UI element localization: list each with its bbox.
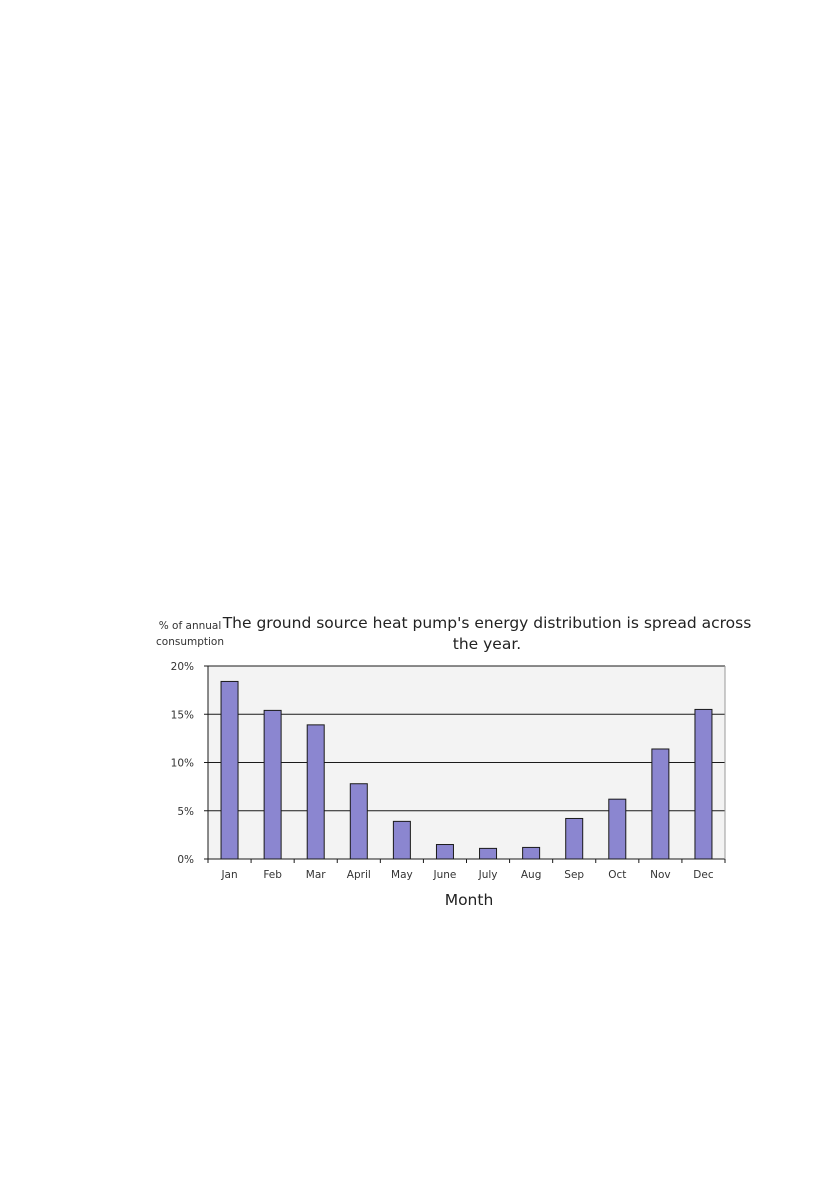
bar-jan	[221, 681, 238, 859]
y-tick-label: 5%	[177, 805, 194, 818]
x-tick-label: April	[346, 869, 371, 881]
chart-title-line-1: The ground source heat pump's energy distribution is spread across	[222, 614, 752, 632]
y-axis-label-line-2: consumption	[156, 636, 224, 648]
bar-may	[393, 821, 410, 859]
bar-april	[350, 784, 367, 859]
x-tick-label: Nov	[650, 869, 671, 881]
x-tick-labels	[220, 869, 713, 881]
y-tick-labels	[171, 661, 194, 866]
bar-july	[480, 848, 497, 859]
y-tick-label: 15%	[170, 709, 194, 722]
x-tick-label: Mar	[305, 869, 326, 881]
x-tick-label: Sep	[564, 869, 585, 881]
y-tick-label: 20%	[170, 661, 194, 673]
x-tick-label: Feb	[263, 869, 282, 881]
x-axis-label: Month	[444, 891, 494, 909]
bar-mar	[307, 725, 324, 859]
bar-june	[436, 845, 453, 859]
x-tick-label: Oct	[608, 869, 627, 881]
x-tick-label: Aug	[520, 869, 542, 881]
x-tick-label: June	[433, 869, 457, 881]
x-tick-label: July	[478, 869, 498, 881]
x-tick-label: May	[391, 869, 413, 881]
bar-feb	[264, 710, 281, 859]
chart-title-line-2: the year.	[452, 635, 522, 653]
x-tick-label: Jan	[221, 869, 238, 881]
y-axis-label-line-1: % of annual	[158, 620, 222, 632]
x-tick-label: Dec	[693, 869, 714, 881]
y-tick-label: 10%	[170, 757, 194, 770]
bar-oct	[609, 799, 626, 859]
bar-nov	[652, 749, 669, 859]
y-tick-label: 0%	[177, 854, 194, 866]
bar-aug	[523, 847, 540, 859]
bar-sep	[566, 818, 583, 859]
bar-dec	[695, 709, 712, 859]
